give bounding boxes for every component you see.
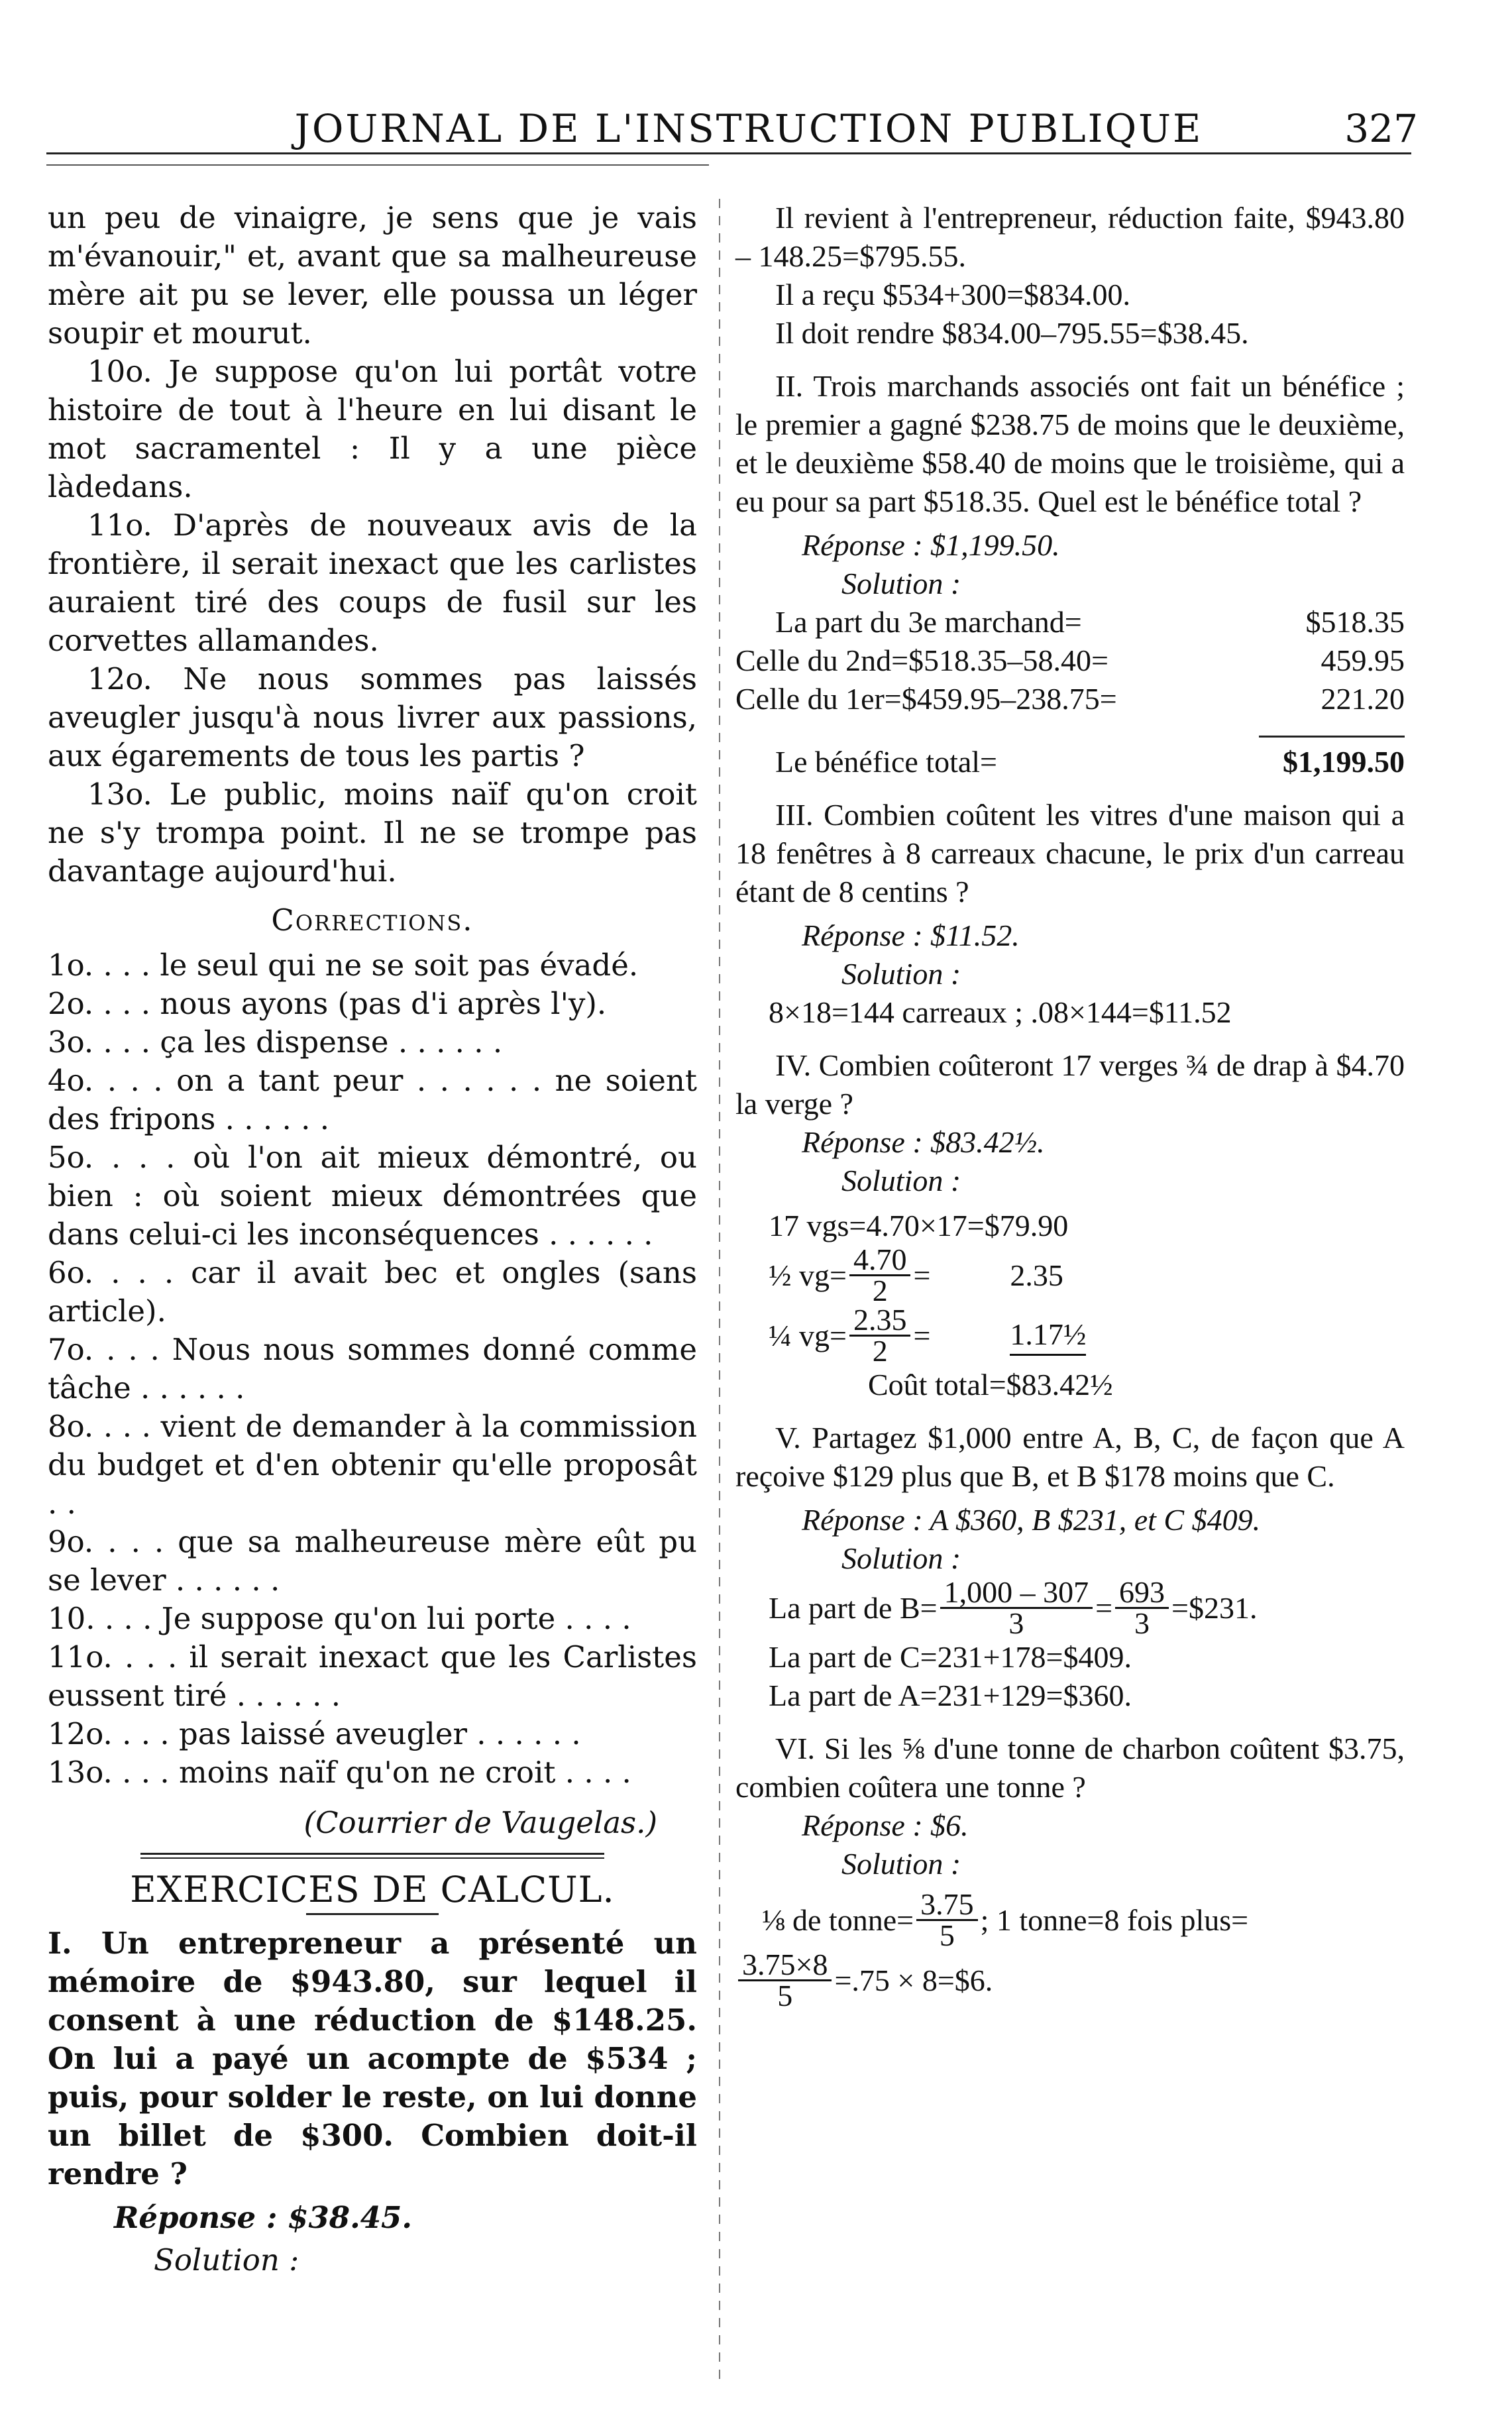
fraction-numerator: 4.70 xyxy=(849,1245,911,1276)
exercise-5-b-row: La part de B= $\frac{1,000 - 307}{3}$ = $\frac{693}{3}$ =$231. xyxy=(769,1575,1258,1640)
exercise-2-table xyxy=(735,603,1405,781)
exercise-4-total: Coût total=$83.42½ xyxy=(868,1368,1113,1402)
line-1-rest: ; 1 tonne=8 fois plus= xyxy=(980,1902,1249,1937)
header-rule-secondary xyxy=(46,164,709,166)
exercise-5-c-line: La part de C=231+178=$409. xyxy=(769,1640,1132,1674)
exercise-6-line-1 xyxy=(735,1887,1405,1952)
paragraph-10: 10o. Je suppose qu'on lui portât votre histoire de tout à l'heure en lui disant le mot sacramentel : Il y a une pièce làdedans. xyxy=(48,354,697,504)
page-header xyxy=(80,99,1418,159)
fraction-numerator: 693 xyxy=(1115,1578,1169,1609)
exercise-1-answer: Réponse : $38.45. xyxy=(114,2200,413,2235)
total-label: Le bénéfice total= xyxy=(775,745,997,779)
heading-rule xyxy=(306,1913,439,1915)
correction-item: 8o. . . . vient de demander à la commission du budget et d'en obtenir qu'elle proposât . . xyxy=(48,1409,697,1521)
corrections-list xyxy=(48,946,697,1792)
solution-1-line-2: Il a reçu $534+300=$834.00. xyxy=(775,278,1131,311)
column-divider xyxy=(719,199,720,2386)
row-value: $518.35 xyxy=(1305,605,1405,639)
exercise-5-text: V. Partagez $1,000 entre A, B, C, de façon que A reçoive $129 plus que B, et B $178 moins que C. xyxy=(735,1421,1405,1493)
b-label: La part de B= xyxy=(769,1590,938,1625)
quarter-fraction xyxy=(849,1305,911,1366)
eighth-label: ⅛ de tonne= xyxy=(762,1902,914,1937)
correction-item: 6o. . . . car il avait bec et ongles (sans article). xyxy=(48,1255,697,1329)
exercise-2-solution-label: Solution : xyxy=(841,567,961,600)
fraction-numerator: 3.75×8 xyxy=(738,1950,832,1981)
correction-item: 5o. . . . où l'on ait mieux démontré, ou bien : où soient mieux démontrées que dans celui-ci les inconséquences . . . . . . xyxy=(48,1140,697,1252)
exercise-6-text: VI. Si les ⅝ d'une tonne de charbon coûtent $3.75, combien coûtera une tonne ? xyxy=(735,1732,1405,1804)
table-row xyxy=(735,603,1405,641)
exercise-3-solution-label: Solution : xyxy=(841,957,961,991)
exercise-1-text: I. Un entrepreneur a présenté un mémoire de $943.80, sur lequel il consent à une réduction de $148.25. On lui a payé un acompte de $534 ; puis, pour solder le reste, on lui donne un billet de $300. Combien doit-il rendre ? xyxy=(48,1926,697,2191)
half-value: 2.35 xyxy=(1010,1258,1063,1292)
left-column xyxy=(48,199,697,2280)
paragraph-9-end: un peu de vinaigre, je sens que je vais m'évanouir," et, avant que sa malheureuse mère ait pu se lever, elle poussa un léger soupir et mourut. xyxy=(48,200,697,351)
exercise-6-line-2 xyxy=(735,1950,1405,2011)
half-label: ½ vg= xyxy=(769,1258,847,1292)
exercise-2-answer: Réponse : $1,199.50. xyxy=(802,528,1060,562)
correction-item: 11o. . . . il serait inexact que les Carlistes eussent tiré . . . . . . xyxy=(48,1639,697,1713)
total-value: $1,199.50 xyxy=(1283,745,1405,779)
correction-item: 1o. . . . le seul qui ne se soit pas évadé. xyxy=(48,948,639,983)
correction-item: 7o. . . . Nous nous sommes donné comme tâche . . . . . . xyxy=(48,1332,697,1405)
sum-rule xyxy=(1259,736,1405,738)
source-attribution: (Courrier de Vaugelas.) xyxy=(303,1805,657,1840)
right-column xyxy=(735,199,1405,2011)
corrections-heading: Corrections. xyxy=(271,903,474,938)
exercise-4-answer: Réponse : $83.42½. xyxy=(802,1125,1045,1159)
correction-item: 3o. . . . ça les dispense . . . . . . xyxy=(48,1024,503,1060)
header-rule xyxy=(46,152,1411,154)
fraction-numerator: 2.35 xyxy=(849,1305,911,1337)
exercise-4-quarter-row: ¼ vg= $\frac{2.35}{2}$ = 1.17½ xyxy=(769,1303,1087,1368)
b-fraction-2 xyxy=(1115,1575,1169,1640)
total-row xyxy=(735,743,1405,781)
row-value: 221.20 xyxy=(1321,682,1405,716)
exercise-2-text: II. Trois marchands associés ont fait un bénéfice ; le premier a gagné $238.75 de moins que le deuxième, et le deuxième $58.40 de moins que le troisième, qui a eu pour sa part $518.35. Quel est le bénéfice total ? xyxy=(735,369,1405,518)
fraction-numerator: 1,000 – 307 xyxy=(940,1578,1093,1609)
exercise-4-solution-label: Solution : xyxy=(841,1164,961,1197)
correction-item: 9o. . . . que sa malheureuse mère eût pu se lever . . . . . . xyxy=(48,1524,697,1598)
paragraph-13: 13o. Le public, moins naïf qu'on croit ne s'y trompa point. Il ne se trompe pas davantage aujourd'hui. xyxy=(48,777,697,889)
exercises-heading: EXERCICES DE CALCUL. xyxy=(130,1869,615,1910)
line-2-rest: =.75 × 8=$6. xyxy=(834,1963,993,1997)
paragraph-12: 12o. Ne nous sommes pas laissés aveugler jusqu'à nous livrer aux passions, aux égarements de tous les partis ? xyxy=(48,661,697,773)
correction-item: 4o. . . . on a tant peur . . . . . . ne soient des fripons . . . . . . xyxy=(48,1063,697,1136)
b-result: =$231. xyxy=(1171,1590,1258,1625)
b-fraction-1 xyxy=(940,1575,1093,1640)
exercise-4-text: IV. Combien coûteront 17 verges ¾ de drap à $4.70 la verge ? xyxy=(735,1048,1405,1121)
fraction-denominator: 2 xyxy=(872,1334,888,1368)
exercise-3-text: III. Combien coûtent les vitres d'une maison qui a 18 fenêtres à 8 carreaux chacune, le prix d'un carreau étant de 8 centins ? xyxy=(735,798,1405,909)
quarter-value: 1.17½ xyxy=(1010,1315,1086,1356)
fraction-denominator: 2 xyxy=(872,1274,888,1307)
row-label: La part du 3e marchand= xyxy=(775,605,1082,639)
correction-item: 12o. . . . pas laissé aveugler . . . . . . xyxy=(48,1716,581,1751)
quarter-label: ¼ vg= xyxy=(769,1318,847,1352)
section-rule-bottom xyxy=(140,1857,604,1859)
exercise-5-a-line: La part de A=231+129=$360. xyxy=(769,1679,1132,1712)
row-value: 459.95 xyxy=(1321,643,1405,677)
running-title: JOURNAL DE L'INSTRUCTION PUBLIQUE xyxy=(294,106,1203,151)
fraction-denominator: 5 xyxy=(939,1918,955,1952)
exercise-1-solution-label: Solution : xyxy=(154,2242,299,2278)
solution-1-line-3: Il doit rendre $834.00–795.55=$38.45. xyxy=(775,316,1249,350)
fraction-denominator: 3 xyxy=(1008,1606,1024,1640)
row-label: Celle du 2nd=$518.35–58.40= xyxy=(735,643,1108,677)
exercise-6-answer: Réponse : $6. xyxy=(802,1808,969,1842)
exercise-4-line-1: 17 vgs=4.70×17=$79.90 xyxy=(769,1209,1069,1242)
ton-fraction xyxy=(738,1950,832,2011)
exercise-5-answer: Réponse : A $360, B $231, et C $409. xyxy=(802,1503,1261,1537)
exercise-3-answer: Réponse : $11.52. xyxy=(802,918,1020,952)
section-rule-top xyxy=(140,1853,604,1855)
eighth-fraction xyxy=(916,1887,978,1952)
correction-item: 10. . . . Je suppose qu'on lui porte . . . . xyxy=(48,1601,631,1636)
correction-item: 2o. . . . nous ayons (pas d'i après l'y). xyxy=(48,986,607,1021)
solution-1-line-1: Il revient à l'entrepreneur, réduction faite, $943.80 – 148.25=$795.55. xyxy=(735,201,1405,273)
table-row xyxy=(735,641,1405,680)
row-label: Celle du 1er=$459.95–238.75= xyxy=(735,682,1117,716)
page-number: 327 xyxy=(1344,106,1418,151)
fraction-denominator: 3 xyxy=(1134,1606,1150,1640)
correction-item: 13o. . . . moins naïf qu'on ne croit . . . . xyxy=(48,1755,631,1790)
half-fraction xyxy=(849,1242,911,1307)
fraction-denominator: 5 xyxy=(777,1979,793,2012)
exercise-6-solution-label: Solution : xyxy=(841,1847,961,1881)
exercise-4-half-row: ½ vg= $\frac{4.70}{2}$ = 2.35 xyxy=(769,1242,1063,1307)
exercise-5-solution-label: Solution : xyxy=(841,1541,961,1575)
exercise-3-calculation: 8×18=144 carreaux ; .08×144=$11.52 xyxy=(769,995,1232,1029)
table-row xyxy=(735,680,1405,718)
paragraph-11: 11o. D'après de nouveaux avis de la frontière, il serait inexact que les carlistes auraient tiré des coups de fusil sur les corvettes allamandes. xyxy=(48,508,697,658)
fraction-numerator: 3.75 xyxy=(916,1890,978,1921)
